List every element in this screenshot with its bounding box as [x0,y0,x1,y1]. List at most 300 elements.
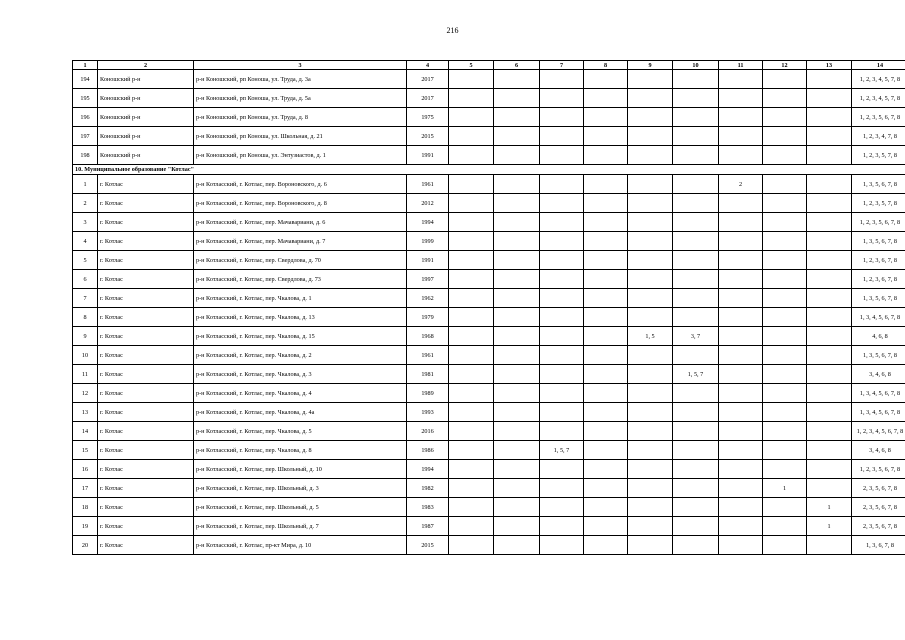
cell-col-1: 7 [73,289,98,308]
table-row [73,146,905,165]
cell-col-10 [673,70,719,89]
cell-col-1: 11 [73,365,98,384]
cell-col-10 [673,175,719,194]
cell-col-4: 1961 [407,346,449,365]
cell-col-2: г. Котлас [98,536,194,555]
cell-col-9 [628,289,673,308]
cell-col-7 [540,403,584,422]
cell-col-4: 1987 [407,517,449,536]
cell-col-8 [584,127,628,146]
cell-col-5 [449,89,494,108]
cell-col-14: 2, 3, 5, 6, 7, 8 [852,517,905,536]
cell-col-12 [763,175,807,194]
cell-col-10 [673,194,719,213]
cell-col-13 [807,270,852,289]
table-row [73,289,905,308]
cell-col-11 [719,403,763,422]
cell-col-9 [628,146,673,165]
cell-col-1: 2 [73,194,98,213]
cell-col-1: 18 [73,498,98,517]
cell-col-14: 1, 3, 5, 6, 7, 8 [852,175,905,194]
cell-col-12 [763,384,807,403]
cell-col-6 [494,403,540,422]
cell-col-4: 2017 [407,70,449,89]
cell-col-3: р-н Котласский, г. Котлас, пер. Чкалова, д. 15 [194,327,407,346]
cell-col-6 [494,270,540,289]
table-row [73,89,905,108]
cell-col-9 [628,70,673,89]
cell-col-4: 2017 [407,89,449,108]
cell-col-2: г. Котлас [98,289,194,308]
cell-col-7 [540,384,584,403]
cell-col-13 [807,289,852,308]
cell-col-5 [449,365,494,384]
cell-col-7 [540,422,584,441]
cell-col-7 [540,460,584,479]
cell-col-13 [807,346,852,365]
cell-col-7 [540,346,584,365]
cell-col-13 [807,384,852,403]
cell-col-7 [540,70,584,89]
cell-col-9 [628,194,673,213]
cell-col-12 [763,289,807,308]
cell-col-6 [494,70,540,89]
cell-col-1: 6 [73,270,98,289]
cell-col-11 [719,365,763,384]
column-header-2: 2 [98,61,194,70]
cell-col-9 [628,127,673,146]
cell-col-3: р-н Коношский, рп Коноша, ул. Энтузиастов, д. 1 [194,146,407,165]
cell-col-8 [584,536,628,555]
cell-col-6 [494,146,540,165]
cell-col-11 [719,146,763,165]
cell-col-5 [449,460,494,479]
cell-col-6 [494,194,540,213]
cell-col-4: 1994 [407,213,449,232]
cell-col-3: р-н Котласский, г. Котлас, пер. Школьный, д. 3 [194,479,407,498]
cell-col-4: 1968 [407,327,449,346]
cell-col-12 [763,441,807,460]
cell-col-7 [540,89,584,108]
cell-col-10 [673,232,719,251]
cell-col-14: 4, 6, 8 [852,327,905,346]
cell-col-8 [584,365,628,384]
section-title: 10. Муниципальное образование "Котлас" [73,165,905,175]
cell-col-11 [719,327,763,346]
table-row [73,384,905,403]
cell-col-1: 197 [73,127,98,146]
cell-col-11 [719,479,763,498]
cell-col-9 [628,403,673,422]
cell-col-10 [673,289,719,308]
cell-col-5 [449,251,494,270]
cell-col-3: р-н Котласский, г. Котлас, пер. Чкалова, д. 3 [194,365,407,384]
cell-col-8 [584,422,628,441]
cell-col-7 [540,108,584,127]
cell-col-13 [807,403,852,422]
cell-col-6 [494,460,540,479]
cell-col-12 [763,346,807,365]
cell-col-14: 1, 3, 5, 6, 7, 8 [852,346,905,365]
table-row [73,498,905,517]
cell-col-4: 1983 [407,498,449,517]
cell-col-9 [628,422,673,441]
cell-col-12 [763,365,807,384]
cell-col-14: 2, 3, 5, 6, 7, 8 [852,479,905,498]
column-header-4: 4 [407,61,449,70]
cell-col-3: р-н Котласский, г. Котлас, пер. Чкалова, д. 2 [194,346,407,365]
cell-col-6 [494,289,540,308]
cell-col-12 [763,498,807,517]
cell-col-8 [584,289,628,308]
cell-col-7 [540,270,584,289]
cell-col-4: 2015 [407,127,449,146]
cell-col-13 [807,460,852,479]
cell-col-5 [449,70,494,89]
cell-col-9 [628,108,673,127]
cell-col-6 [494,422,540,441]
header-row [73,61,905,70]
cell-col-10 [673,146,719,165]
cell-col-13 [807,536,852,555]
cell-col-1: 19 [73,517,98,536]
cell-col-13 [807,232,852,251]
cell-col-14: 1, 2, 3, 4, 7, 8 [852,127,905,146]
cell-col-7 [540,308,584,327]
cell-col-4: 1982 [407,479,449,498]
cell-col-3: р-н Котласский, г. Котлас, пер. Чкалова, д. 4 [194,384,407,403]
cell-col-13: 1 [807,498,852,517]
cell-col-6 [494,327,540,346]
table-row [73,270,905,289]
cell-col-3: р-н Котласский, г. Котлас, пер. Чкалова, д. 4а [194,403,407,422]
cell-col-14: 1, 2, 3, 5, 7, 8 [852,194,905,213]
cell-col-2: г. Котлас [98,441,194,460]
cell-col-10 [673,498,719,517]
cell-col-13 [807,194,852,213]
cell-col-3: р-н Котласский, г. Котлас, пер. Школьный, д. 7 [194,517,407,536]
cell-col-12 [763,422,807,441]
cell-col-1: 17 [73,479,98,498]
cell-col-9 [628,175,673,194]
cell-col-6 [494,213,540,232]
cell-col-10 [673,422,719,441]
cell-col-12 [763,536,807,555]
cell-col-2: г. Котлас [98,251,194,270]
cell-col-13 [807,175,852,194]
cell-col-6 [494,308,540,327]
cell-col-13 [807,441,852,460]
cell-col-3: р-н Котласский, г. Котлас, пер. Чкалова, д. 13 [194,308,407,327]
cell-col-3: р-н Котласский, г. Котлас, пер. Свердлова, д. 73 [194,270,407,289]
cell-col-3: р-н Котласский, г. Котлас, пер. Школьный, д. 5 [194,498,407,517]
cell-col-2: г. Котлас [98,384,194,403]
cell-col-1: 16 [73,460,98,479]
cell-col-12 [763,127,807,146]
cell-col-1: 20 [73,536,98,555]
cell-col-11 [719,422,763,441]
cell-col-10 [673,251,719,270]
cell-col-14: 3, 4, 6, 8 [852,441,905,460]
cell-col-1: 13 [73,403,98,422]
cell-col-11 [719,232,763,251]
cell-col-5 [449,422,494,441]
cell-col-7 [540,517,584,536]
cell-col-10 [673,384,719,403]
table-row [73,232,905,251]
cell-col-14: 1, 3, 4, 5, 6, 7, 8 [852,403,905,422]
cell-col-2: Коношский р-н [98,146,194,165]
column-header-1: 1 [73,61,98,70]
cell-col-8 [584,89,628,108]
cell-col-10 [673,346,719,365]
cell-col-4: 2012 [407,194,449,213]
cell-col-10 [673,89,719,108]
column-header-11: 11 [719,61,763,70]
cell-col-4: 1999 [407,232,449,251]
cell-col-14: 1, 2, 3, 4, 5, 6, 7, 8 [852,422,905,441]
cell-col-11 [719,70,763,89]
cell-col-6 [494,498,540,517]
cell-col-3: р-н Котласский, г. Котлас, пр-кт Мира, д. 10 [194,536,407,555]
cell-col-3: р-н Котласский, г. Котлас, пер. Чкалова, д. 5 [194,422,407,441]
cell-col-12 [763,270,807,289]
cell-col-12 [763,232,807,251]
cell-col-8 [584,441,628,460]
cell-col-8 [584,175,628,194]
table-row [73,175,905,194]
cell-col-2: г. Котлас [98,517,194,536]
cell-col-6 [494,441,540,460]
cell-col-3: р-н Котласский, г. Котлас, пер. Чкалова, д. 1 [194,289,407,308]
cell-col-7 [540,146,584,165]
cell-col-11 [719,213,763,232]
cell-col-9 [628,384,673,403]
table-row [73,422,905,441]
cell-col-5 [449,384,494,403]
cell-col-6 [494,479,540,498]
table-row [73,365,905,384]
cell-col-1: 3 [73,213,98,232]
cell-col-6 [494,536,540,555]
cell-col-9 [628,213,673,232]
cell-col-12 [763,308,807,327]
column-header-3: 3 [194,61,407,70]
cell-col-5 [449,517,494,536]
cell-col-11 [719,308,763,327]
cell-col-11 [719,194,763,213]
cell-col-14: 1, 3, 6, 7, 8 [852,536,905,555]
cell-col-3: р-н Коношский, рп Коноша, ул. Труда, д. 5а [194,89,407,108]
cell-col-7 [540,479,584,498]
table-row [73,251,905,270]
cell-col-10 [673,308,719,327]
cell-col-14: 1, 2, 3, 4, 5, 7, 8 [852,89,905,108]
cell-col-13 [807,308,852,327]
cell-col-11: 2 [719,175,763,194]
cell-col-2: г. Котлас [98,479,194,498]
cell-col-6 [494,384,540,403]
cell-col-2: г. Котлас [98,460,194,479]
cell-col-8 [584,108,628,127]
cell-col-5 [449,270,494,289]
cell-col-1: 1 [73,175,98,194]
cell-col-2: Коношский р-н [98,89,194,108]
column-header-8: 8 [584,61,628,70]
cell-col-9 [628,232,673,251]
cell-col-3: р-н Коношский, рп Коноша, ул. Труда, д. 3а [194,70,407,89]
cell-col-2: Коношский р-н [98,108,194,127]
cell-col-13 [807,89,852,108]
cell-col-1: 198 [73,146,98,165]
cell-col-12 [763,517,807,536]
cell-col-4: 2016 [407,422,449,441]
cell-col-13 [807,213,852,232]
cell-col-12 [763,108,807,127]
cell-col-2: г. Котлас [98,308,194,327]
cell-col-4: 1979 [407,308,449,327]
cell-col-5 [449,479,494,498]
cell-col-1: 9 [73,327,98,346]
cell-col-9 [628,498,673,517]
cell-col-4: 1962 [407,289,449,308]
cell-col-5 [449,289,494,308]
cell-col-3: р-н Коношский, рп Коноша, ул. Школьная, д. 21 [194,127,407,146]
cell-col-9 [628,536,673,555]
cell-col-8 [584,517,628,536]
cell-col-7 [540,175,584,194]
cell-col-5 [449,108,494,127]
cell-col-13 [807,479,852,498]
cell-col-12 [763,89,807,108]
cell-col-9 [628,89,673,108]
cell-col-10 [673,127,719,146]
cell-col-13 [807,70,852,89]
table-row [73,327,905,346]
cell-col-5 [449,213,494,232]
cell-col-13 [807,146,852,165]
table-row [73,403,905,422]
cell-col-11 [719,108,763,127]
cell-col-4: 1981 [407,365,449,384]
cell-col-11 [719,289,763,308]
cell-col-13 [807,127,852,146]
cell-col-13 [807,365,852,384]
cell-col-13 [807,422,852,441]
cell-col-3: р-н Котласский, г. Котлас, пер. Мачавариани, д. 6 [194,213,407,232]
cell-col-1: 10 [73,346,98,365]
cell-col-10 [673,270,719,289]
cell-col-13: 1 [807,517,852,536]
cell-col-7 [540,289,584,308]
cell-col-11 [719,460,763,479]
cell-col-3: р-н Котласский, г. Котлас, пер. Свердлова, д. 70 [194,251,407,270]
cell-col-12 [763,213,807,232]
cell-col-3: р-н Котласский, г. Котлас, пер. Мачавариани, д. 7 [194,232,407,251]
cell-col-9 [628,517,673,536]
cell-col-11 [719,89,763,108]
cell-col-3: р-н Коношский, рп Коноша, ул. Труда, д. 8 [194,108,407,127]
cell-col-2: г. Котлас [98,194,194,213]
cell-col-14: 1, 3, 5, 6, 7, 8 [852,232,905,251]
cell-col-9 [628,270,673,289]
cell-col-14: 1, 2, 3, 6, 7, 8 [852,251,905,270]
cell-col-9 [628,479,673,498]
cell-col-4: 1994 [407,460,449,479]
cell-col-2: г. Котлас [98,232,194,251]
cell-col-10 [673,479,719,498]
cell-col-12 [763,403,807,422]
cell-col-1: 14 [73,422,98,441]
cell-col-9 [628,365,673,384]
cell-col-8 [584,346,628,365]
column-header-5: 5 [449,61,494,70]
cell-col-1: 15 [73,441,98,460]
table-row [73,308,905,327]
cell-col-14: 1, 2, 3, 5, 6, 7, 8 [852,460,905,479]
cell-col-9: 1, 5 [628,327,673,346]
cell-col-6 [494,517,540,536]
cell-col-5 [449,232,494,251]
cell-col-2: г. Котлас [98,327,194,346]
cell-col-2: Коношский р-н [98,70,194,89]
cell-col-7 [540,127,584,146]
cell-col-1: 196 [73,108,98,127]
cell-col-8 [584,270,628,289]
table-row [73,479,905,498]
cell-col-5 [449,498,494,517]
column-header-13: 13 [807,61,852,70]
cell-col-14: 1, 2, 3, 6, 7, 8 [852,270,905,289]
cell-col-4: 1986 [407,441,449,460]
cell-col-5 [449,194,494,213]
cell-col-6 [494,108,540,127]
cell-col-10 [673,403,719,422]
cell-col-11 [719,517,763,536]
cell-col-9 [628,441,673,460]
cell-col-10 [673,460,719,479]
cell-col-14: 1, 2, 3, 5, 6, 7, 8 [852,108,905,127]
cell-col-12 [763,460,807,479]
cell-col-6 [494,175,540,194]
column-header-14: 14 [852,61,905,70]
cell-col-8 [584,498,628,517]
table-row [73,517,905,536]
cell-col-12 [763,146,807,165]
cell-col-12 [763,327,807,346]
column-header-9: 9 [628,61,673,70]
cell-col-7 [540,194,584,213]
cell-col-11 [719,498,763,517]
cell-col-3: р-н Котласский, г. Котлас, пер. Чкалова, д. 8 [194,441,407,460]
cell-col-11 [719,127,763,146]
cell-col-8 [584,460,628,479]
cell-col-10 [673,536,719,555]
column-header-6: 6 [494,61,540,70]
cell-col-4: 2015 [407,536,449,555]
table-row [73,194,905,213]
cell-col-1: 8 [73,308,98,327]
cell-col-6 [494,346,540,365]
cell-col-7 [540,536,584,555]
cell-col-8 [584,232,628,251]
cell-col-2: г. Котлас [98,270,194,289]
cell-col-11 [719,270,763,289]
cell-col-7 [540,498,584,517]
table-row [73,127,905,146]
column-header-7: 7 [540,61,584,70]
cell-col-5 [449,327,494,346]
